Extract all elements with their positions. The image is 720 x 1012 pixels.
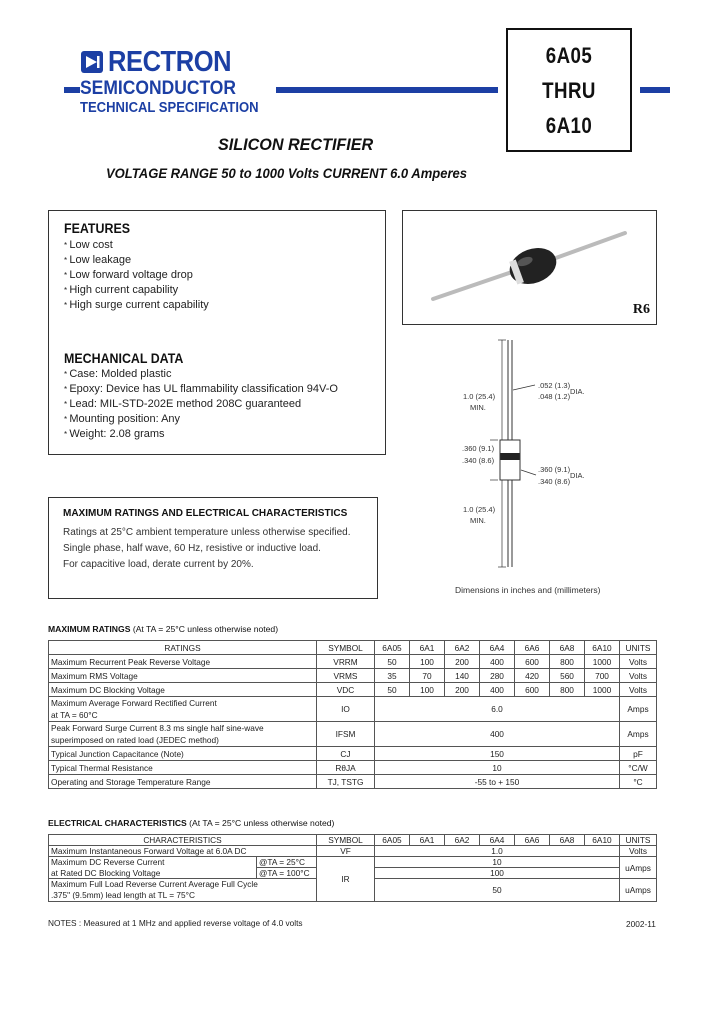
row-value: -55 to + 150 <box>375 775 620 789</box>
row-unit: uAmps <box>620 879 657 902</box>
row-value: 100 <box>410 683 445 697</box>
ratings-line: Single phase, half wave, 60 Hz, resistive or inductive load. <box>63 543 321 554</box>
col-header: 6A10 <box>585 641 620 655</box>
row-name <box>49 722 317 747</box>
row-symbol: VDC <box>317 683 375 697</box>
row-value: 140 <box>445 669 480 683</box>
row-name: Maximum DC Reverse Current <box>49 857 257 868</box>
header-rule-mid <box>276 87 498 93</box>
col-header: UNITS <box>620 835 657 846</box>
row-name: Maximum RMS Voltage <box>49 669 317 683</box>
list-item: * High current capability <box>64 283 209 298</box>
page-title: SILICON RECTIFIER <box>218 135 374 154</box>
col-header: 6A05 <box>375 835 410 846</box>
table-row <box>49 697 657 722</box>
row-value: 200 <box>445 683 480 697</box>
dim-dia: DIA. <box>570 387 585 396</box>
row-symbol: VRMS <box>317 669 375 683</box>
list-item: * Epoxy: Device has UL flammability classification 94V-O <box>64 382 338 397</box>
table-row <box>49 655 657 669</box>
elec-label-bold: ELECTRICAL CHARACTERISTICS <box>48 818 187 828</box>
row-name: Operating and Storage Temperature Range <box>49 775 317 789</box>
row-name-line: Peak Forward Surge Current 8.3 ms single half sine-wave <box>51 723 264 733</box>
row-symbol: VF <box>317 846 375 857</box>
row-unit: Volts <box>620 683 657 697</box>
row-value: 420 <box>515 669 550 683</box>
elec-label <box>48 818 334 828</box>
row-cond: @TA = 100°C <box>257 868 317 879</box>
mechanical-list <box>64 367 338 442</box>
ratings-box-heading: MAXIMUM RATINGS AND ELECTRICAL CHARACTERISTICS <box>63 508 348 519</box>
table-row <box>49 846 657 857</box>
row-value: 10 <box>375 857 620 868</box>
diode-image <box>403 211 656 324</box>
brand-spec: TECHNICAL SPECIFICATION <box>80 100 259 116</box>
row-symbol: IO <box>317 697 375 722</box>
list-item: * Mounting position: Any <box>64 412 338 427</box>
part-number-box <box>506 28 632 152</box>
col-header: 6A05 <box>375 641 410 655</box>
features-list <box>64 238 209 313</box>
row-unit: Volts <box>620 669 657 683</box>
table-row <box>49 722 657 747</box>
brand-sub: SEMICONDUCTOR <box>80 78 237 99</box>
table-row <box>49 669 657 683</box>
row-value: 800 <box>550 683 585 697</box>
row-name <box>49 697 317 722</box>
row-symbol: IR <box>317 857 375 902</box>
row-unit: Amps <box>620 722 657 747</box>
max-ratings-label <box>48 624 278 634</box>
col-header: 6A8 <box>550 835 585 846</box>
col-header: 6A6 <box>515 641 550 655</box>
dim-body-len2: .340 (8.6) <box>462 456 495 465</box>
list-item: * Low leakage <box>64 253 209 268</box>
row-value: 50 <box>375 879 620 902</box>
row-name: Maximum DC Blocking Voltage <box>49 683 317 697</box>
row-name-line: Maximum Full Load Reverse Current Average Full Cycle <box>51 879 258 889</box>
elec-table <box>48 834 657 902</box>
row-value: 700 <box>585 669 620 683</box>
dim-min2: MIN. <box>470 516 486 525</box>
col-header: CHARACTERISTICS <box>49 835 317 846</box>
ratings-box <box>48 497 378 599</box>
package-box <box>402 210 657 325</box>
part-from: 6A05 <box>545 43 593 68</box>
dim-body-dia2: .340 (8.6) <box>538 477 571 486</box>
row-cond: @TA = 25°C <box>257 857 317 868</box>
table-header-row <box>49 641 657 655</box>
dimension-note: Dimensions in inches and (millimeters) <box>455 585 601 595</box>
row-value: 1000 <box>585 655 620 669</box>
list-item: * Weight: 2.08 grams <box>64 427 338 442</box>
features-heading: FEATURES <box>64 221 131 236</box>
table-row <box>49 857 657 868</box>
col-header: 6A1 <box>410 641 445 655</box>
row-unit: uAmps <box>620 857 657 879</box>
header-rule-right <box>640 87 670 93</box>
table-row <box>49 761 657 775</box>
col-header: RATINGS <box>49 641 317 655</box>
row-name: at Rated DC Blocking Voltage <box>49 868 257 879</box>
ratings-box-lines <box>63 525 350 573</box>
list-item: * Low cost <box>64 238 209 253</box>
table-row <box>49 683 657 697</box>
col-header: 6A2 <box>445 641 480 655</box>
col-header: 6A4 <box>480 835 515 846</box>
row-value: 70 <box>410 669 445 683</box>
row-value: 1.0 <box>375 846 620 857</box>
notes: NOTES : Measured at 1 MHz and applied reverse voltage of 4.0 volts <box>48 918 303 928</box>
row-value: 50 <box>375 683 410 697</box>
col-header: 6A1 <box>410 835 445 846</box>
brand-logo-icon <box>80 50 104 74</box>
ratings-line: For capacitive load, derate current by 20%. <box>63 559 254 570</box>
table-row <box>49 775 657 789</box>
row-symbol: IFSM <box>317 722 375 747</box>
col-header: 6A6 <box>515 835 550 846</box>
brand-name: RECTRON <box>108 46 232 78</box>
row-value: 100 <box>375 868 620 879</box>
ratings-line: Ratings at 25°C ambient temperature unless otherwise specified. <box>63 527 351 538</box>
dim-len-top: 1.0 (25.4) <box>463 392 496 401</box>
dim-body-dia: .360 (9.1) <box>538 465 571 474</box>
row-value: 600 <box>515 683 550 697</box>
row-symbol: CJ <box>317 747 375 761</box>
row-value: 150 <box>375 747 620 761</box>
row-unit: pF <box>620 747 657 761</box>
header-rule-left <box>64 87 80 93</box>
row-value: 100 <box>410 655 445 669</box>
dim-min: MIN. <box>470 403 486 412</box>
list-item: * Case: Molded plastic <box>64 367 338 382</box>
list-item: * Lead: MIL-STD-202E method 208C guaranteed <box>64 397 338 412</box>
row-unit: °C <box>620 775 657 789</box>
dim-lead-dia2: .048 (1.2) <box>538 392 571 401</box>
row-name: Typical Thermal Resistance <box>49 761 317 775</box>
row-name-line: superimposed on rated load (JEDEC method) <box>51 735 219 745</box>
row-value: 400 <box>480 655 515 669</box>
col-header: 6A2 <box>445 835 480 846</box>
col-header: UNITS <box>620 641 657 655</box>
list-item: * Low forward voltage drop <box>64 268 209 283</box>
col-header: 6A8 <box>550 641 585 655</box>
table-row <box>49 747 657 761</box>
col-header: 6A10 <box>585 835 620 846</box>
row-name-line: Maximum Average Forward Rectified Current <box>51 698 217 708</box>
table-header-row <box>49 835 657 846</box>
features-box <box>48 210 386 455</box>
elec-label-note: (At TA = 25°C unless otherwise noted) <box>189 818 335 828</box>
package-label: R6 <box>632 302 650 317</box>
row-value: 1000 <box>585 683 620 697</box>
dimension-drawing <box>440 335 640 575</box>
row-name-line: .375" (9.5mm) lead length at TL = 75°C <box>51 890 195 900</box>
row-symbol: RθJA <box>317 761 375 775</box>
row-value: 200 <box>445 655 480 669</box>
row-symbol: TJ, TSTG <box>317 775 375 789</box>
row-value: 6.0 <box>375 697 620 722</box>
col-header: 6A4 <box>480 641 515 655</box>
doc-date: 2002-11 <box>626 919 656 929</box>
col-header: SYMBOL <box>317 835 375 846</box>
row-value: 400 <box>480 683 515 697</box>
part-to: 6A10 <box>545 113 593 138</box>
page-subtitle: VOLTAGE RANGE 50 to 1000 Volts CURRENT 6.0 Amperes <box>106 165 468 181</box>
row-symbol: VRRM <box>317 655 375 669</box>
row-unit: Volts <box>620 846 657 857</box>
row-value: 50 <box>375 655 410 669</box>
row-name-line: at TA = 60°C <box>51 710 98 720</box>
row-unit: Amps <box>620 697 657 722</box>
dim-len-bot: 1.0 (25.4) <box>463 505 496 514</box>
row-name <box>49 879 317 902</box>
list-item: * High surge current capability <box>64 298 209 313</box>
row-name: Typical Junction Capacitance (Note) <box>49 747 317 761</box>
row-value: 600 <box>515 655 550 669</box>
row-value: 400 <box>375 722 620 747</box>
dim-lead-dia: .052 (1.3) <box>538 381 571 390</box>
part-thru: THRU <box>542 78 596 103</box>
row-name: Maximum Recurrent Peak Reverse Voltage <box>49 655 317 669</box>
dim-dia2: DIA. <box>570 471 585 480</box>
row-value: 10 <box>375 761 620 775</box>
row-value: 35 <box>375 669 410 683</box>
row-unit: Volts <box>620 655 657 669</box>
row-value: 280 <box>480 669 515 683</box>
max-ratings-label-note: (At TA = 25°C unless otherwise noted) <box>132 624 279 634</box>
mechanical-heading: MECHANICAL DATA <box>64 351 184 366</box>
row-value: 560 <box>550 669 585 683</box>
row-unit: °C/W <box>620 761 657 775</box>
row-value: 800 <box>550 655 585 669</box>
max-ratings-table <box>48 640 657 789</box>
row-name: Maximum Instantaneous Forward Voltage at 6.0A DC <box>49 846 317 857</box>
dim-body-len: .360 (9.1) <box>462 444 495 453</box>
col-header: SYMBOL <box>317 641 375 655</box>
max-ratings-label-bold: MAXIMUM RATINGS <box>48 624 131 634</box>
